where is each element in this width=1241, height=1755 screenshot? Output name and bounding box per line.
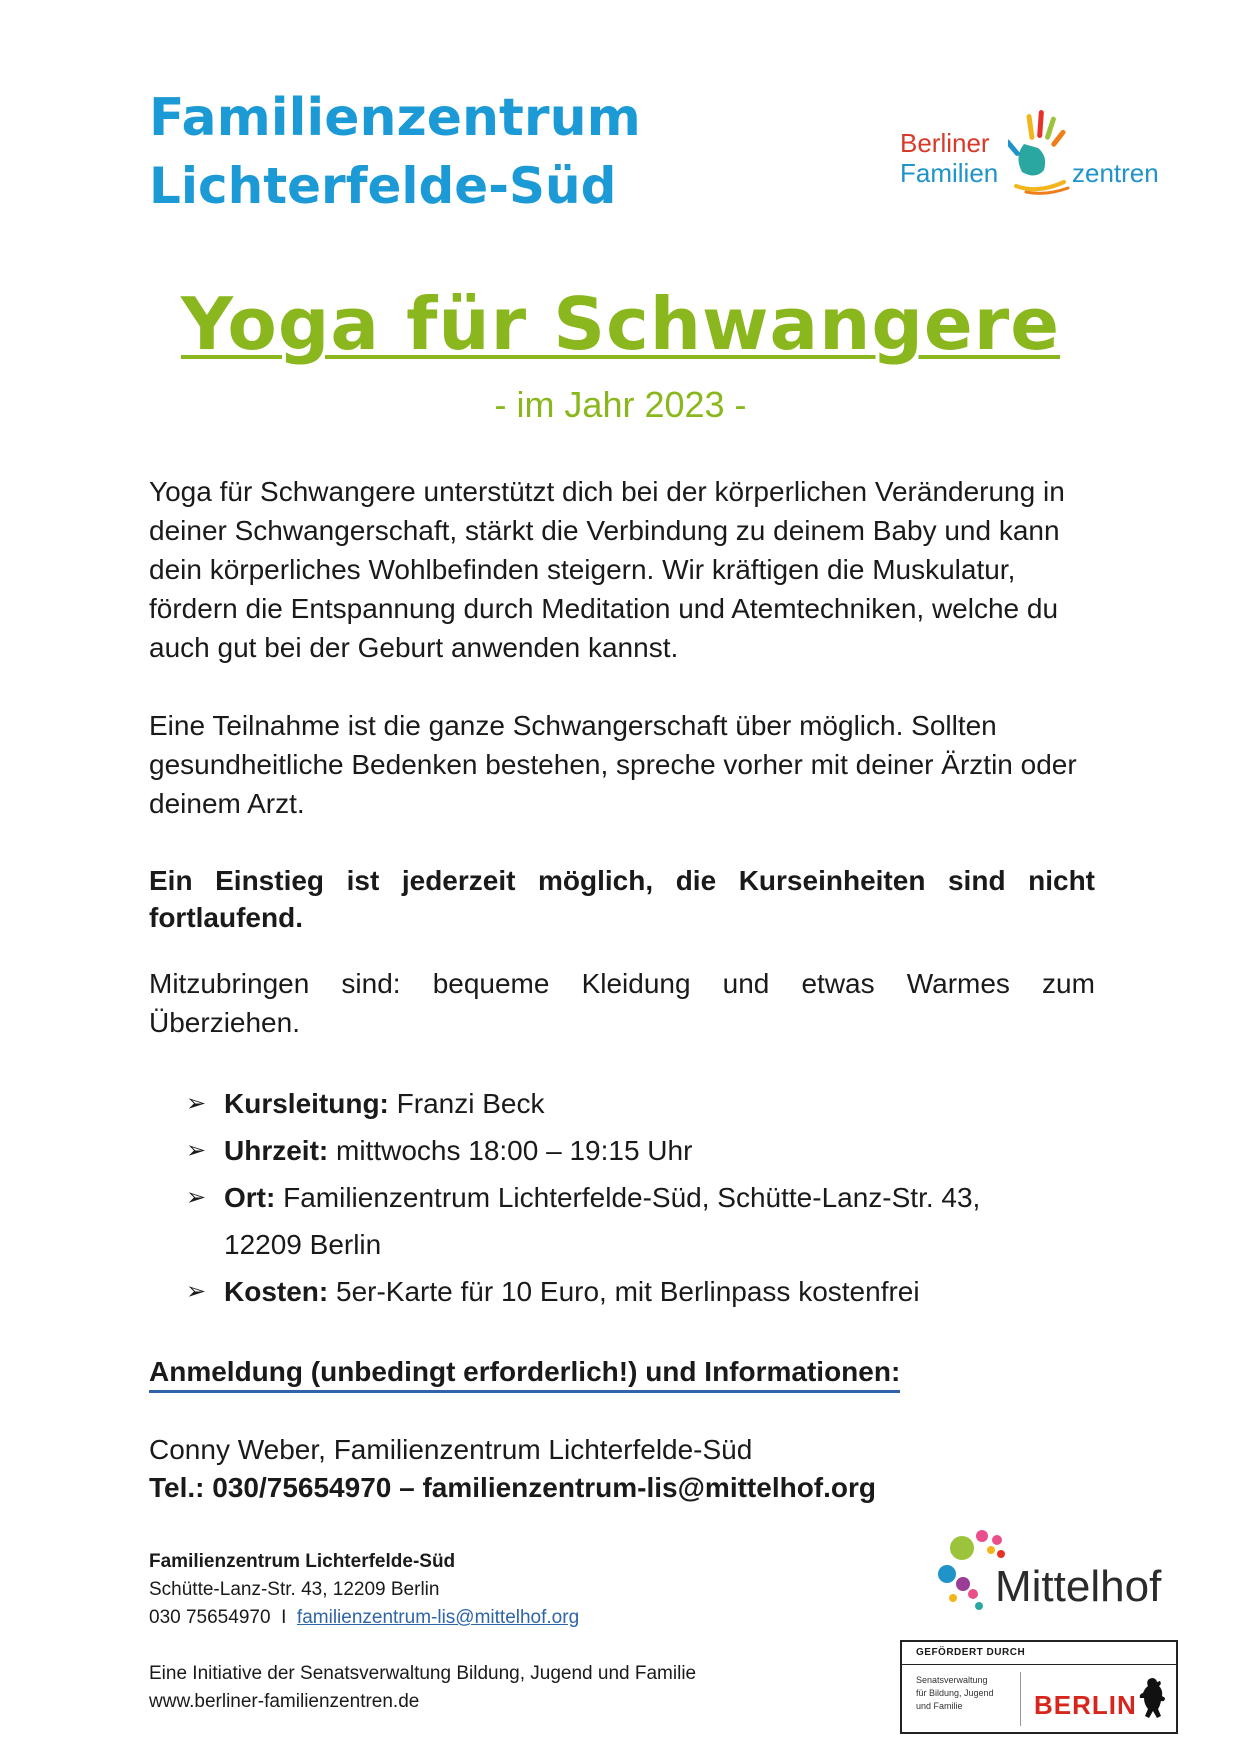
detail-value-continued: 12209 Berlin [224,1229,382,1260]
logo-text-familien: Familien [900,158,999,188]
footer-email-link[interactable]: familienzentrum-lis@mittelhof.org [296,1607,580,1628]
bring-along-line1 [149,964,1095,1003]
page-title-text: Yoga für Schwangere [180,282,1061,366]
funding-box [900,1640,1178,1734]
arrow-bullet-icon: ➢ [186,1137,207,1164]
footer-org-name: Familienzentrum Lichterfelde-Süd [149,1551,456,1572]
footer-initiative-block [149,1660,696,1716]
word: Warmes [906,968,1010,999]
colorful-hand-icon [1008,108,1078,198]
divider [1020,1672,1021,1726]
logo-text-berliner: Berliner [900,128,990,158]
contact-name: Conny Weber, Familienzentrum Lichterfelde-Süd [149,1434,753,1465]
word: bequeme [432,968,550,999]
berlin-bear-icon [1138,1676,1166,1720]
senate-department-text [916,1674,1016,1713]
berliner-familienzentren-logo [900,108,1190,208]
organization-title [149,86,641,218]
detail-value: Familienzentrum Lichterfelde-Süd, Schütte-Lanz-Str. 43, [275,1182,981,1213]
detail-value: Franzi Beck [388,1088,545,1119]
bring-along-paragraph [149,964,1095,1042]
mittelhof-wordmark: Mittelhof [995,1562,1162,1611]
detail-value: mittwochs 18:00 – 19:15 Uhr [328,1135,693,1166]
berlin-wordmark: BERLIN [1034,1690,1137,1720]
participation-paragraph: Eine Teilnahme ist die ganze Schwangerschaft über möglich. Sollten gesundheitliche Bedenken bestehen, spreche vorher mit deiner Ärztin oder deinem Arzt. [149,710,1077,819]
arrow-bullet-icon: ➢ [186,1278,207,1305]
list-item-uhrzeit [186,1127,1086,1174]
detail-label: Uhrzeit: [224,1135,329,1166]
intro-paragraph: Yoga für Schwangere unterstützt dich bei der körperlichen Veränderung in deiner Schwangerschaft, stärkt die Verbindung zu deinem Baby und kann dein körperliches Wohlbefinden steigern. Wir kräftigen die Muskulatur, fördern die Entspannung durch Meditation und Atemtechniken, welche du auch gut bei der Geburt anwenden kannst. [149,476,1065,663]
org-title-line1: Familienzentrum [149,88,641,148]
footer-address: Schütte-Lanz-Str. 43, 12209 Berlin [149,1579,440,1600]
mittelhof-logo [935,1526,1195,1626]
arrow-bullet-icon: ➢ [186,1184,207,1211]
word: etwas [801,968,875,999]
list-item-kosten [186,1268,1086,1315]
footer-initiative: Eine Initiative der Senatsverwaltung Bildung, Jugend und Familie [149,1663,697,1684]
contact-phone-email: Tel.: 030/75654970 – familienzentrum-lis@mittelhof.org [149,1472,877,1503]
footer-phone: 030 75654970 [149,1607,271,1628]
bring-along-line2: Überziehen. [149,1007,300,1038]
word: und [722,968,770,999]
sen-line3: und Familie [916,1701,963,1711]
sen-line1: Senatsverwaltung [916,1675,988,1685]
footer-website: www.berliner-familienzentren.de [149,1691,420,1712]
detail-label: Kosten: [224,1276,329,1307]
word: Mitzubringen [149,968,310,999]
entry-info-paragraph: Ein Einstieg ist jederzeit möglich, die Kurseinheiten sind nicht fortlaufend. [149,865,1095,933]
detail-label: Ort: [224,1182,276,1213]
footer-address-block [149,1548,579,1632]
detail-value: 5er-Karte für 10 Euro, mit Berlinpass kostenfrei [328,1276,920,1307]
funding-heading: GEFÖRDERT DURCH [902,1642,1176,1665]
logo-text-zentren: zentren [1072,158,1159,188]
detail-label: Kursleitung: [224,1088,389,1119]
list-item-kursleitung [186,1080,1086,1127]
subtitle-year: - im Jahr 2023 - [494,384,747,425]
footer-separator: I [270,1607,297,1628]
arrow-bullet-icon: ➢ [186,1090,207,1117]
word: Kleidung [581,968,691,999]
registration-heading: Anmeldung (unbedingt erforderlich!) und Informationen: [149,1356,900,1393]
word: sind: [341,968,401,999]
org-title-line2: Lichterfelde-Süd [149,157,617,215]
sen-line2: für Bildung, Jugend [916,1688,994,1698]
word: zum [1042,968,1095,999]
course-details-list [186,1080,1086,1315]
list-item-ort [186,1174,1086,1268]
page-title [0,282,1241,366]
